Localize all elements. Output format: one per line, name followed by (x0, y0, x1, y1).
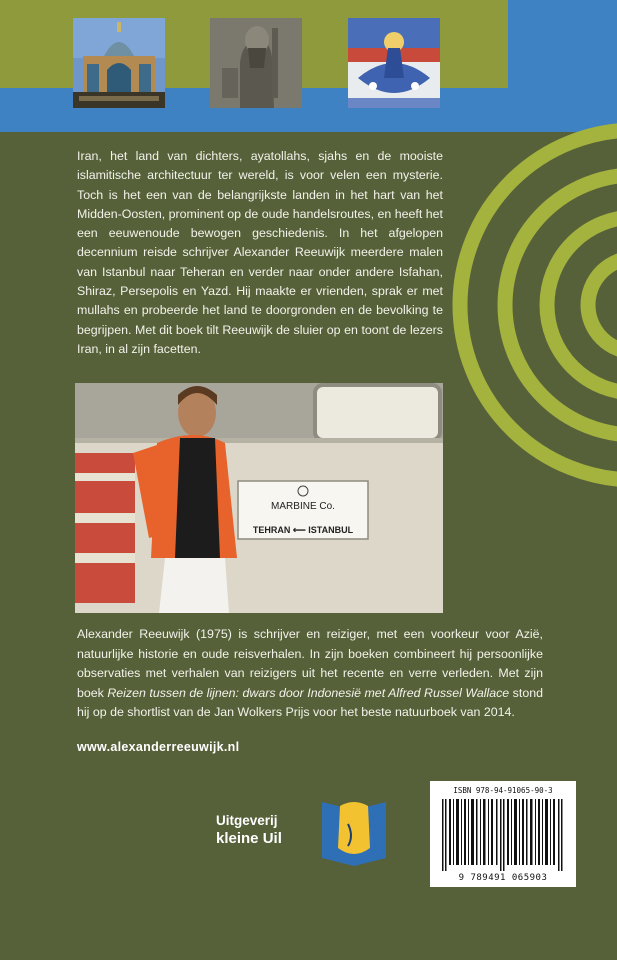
website-link[interactable]: www.alexanderreeuwijk.nl (77, 740, 240, 754)
publisher-line-1: Uitgeverij (216, 813, 278, 828)
blurb-text: Iran, het land van dichters, ayatollahs, sjahs en de mooiste islamitische architectuur ter wereld, is voor velen een mysterie. Toch is het een van de belangrijkste landen in het hart van het Midden-Oosten, prominent op de oude handelsroutes, en heeft het een eeuwenoude bewogen geschiedenis. In het afgelopen decennium reisde schrijver Alexander Reeuwijk meerdere malen van Istanbul naar Teheran en verder naar onder andere Isfahan, Shiraz, Persepolis en Yazd. Hij maakte er vrienden, sprak er met mullahs en probeerde het land te doorgronden en de bevolking te begrijpen. Met dit boek tilt Reeuwijk de sluier op en toont de lezers Iran, in al zijn facetten. (77, 149, 443, 356)
sign-line-1: MARBINE Co. (271, 501, 335, 512)
thumbnail-mosque (73, 18, 165, 108)
barcode-bars (440, 799, 566, 871)
thumbnail-relief (210, 18, 302, 108)
isbn-text: ISBN 978-94-91065-90-3 (453, 786, 553, 795)
sign-line-2: TEHRAN ⟵ ISTANBUL (252, 525, 354, 535)
thumbnail-tiles (348, 18, 440, 108)
author-photo (75, 383, 443, 613)
bio-part-1: Alexander Reeuwijk (1975) is schrijver en reiziger, met een voorkeur voor Azië, natuurlijke historie en oude reisverhalen. In zijn boeken combineert hij persoonlijke observaties met verhalen van reizigers uit het recente en verre verleden. Met zijn boek (77, 627, 543, 700)
publisher-name (216, 812, 282, 848)
barcode-digits: 9 789491 065903 (458, 873, 548, 883)
bio-book-title: Reizen tussen de lijnen: dwars door Indonesië met Alfred Russel Wallace (107, 685, 510, 700)
owl-logo-icon (318, 796, 390, 868)
author-bio (77, 625, 543, 723)
barcode (430, 781, 576, 887)
bio-part-2: stond hij op de shortlist van de Jan Wolkers Prijs voor het beste natuurboek van 2014. (77, 685, 543, 720)
publisher-line-2: kleine Uil (216, 830, 282, 847)
